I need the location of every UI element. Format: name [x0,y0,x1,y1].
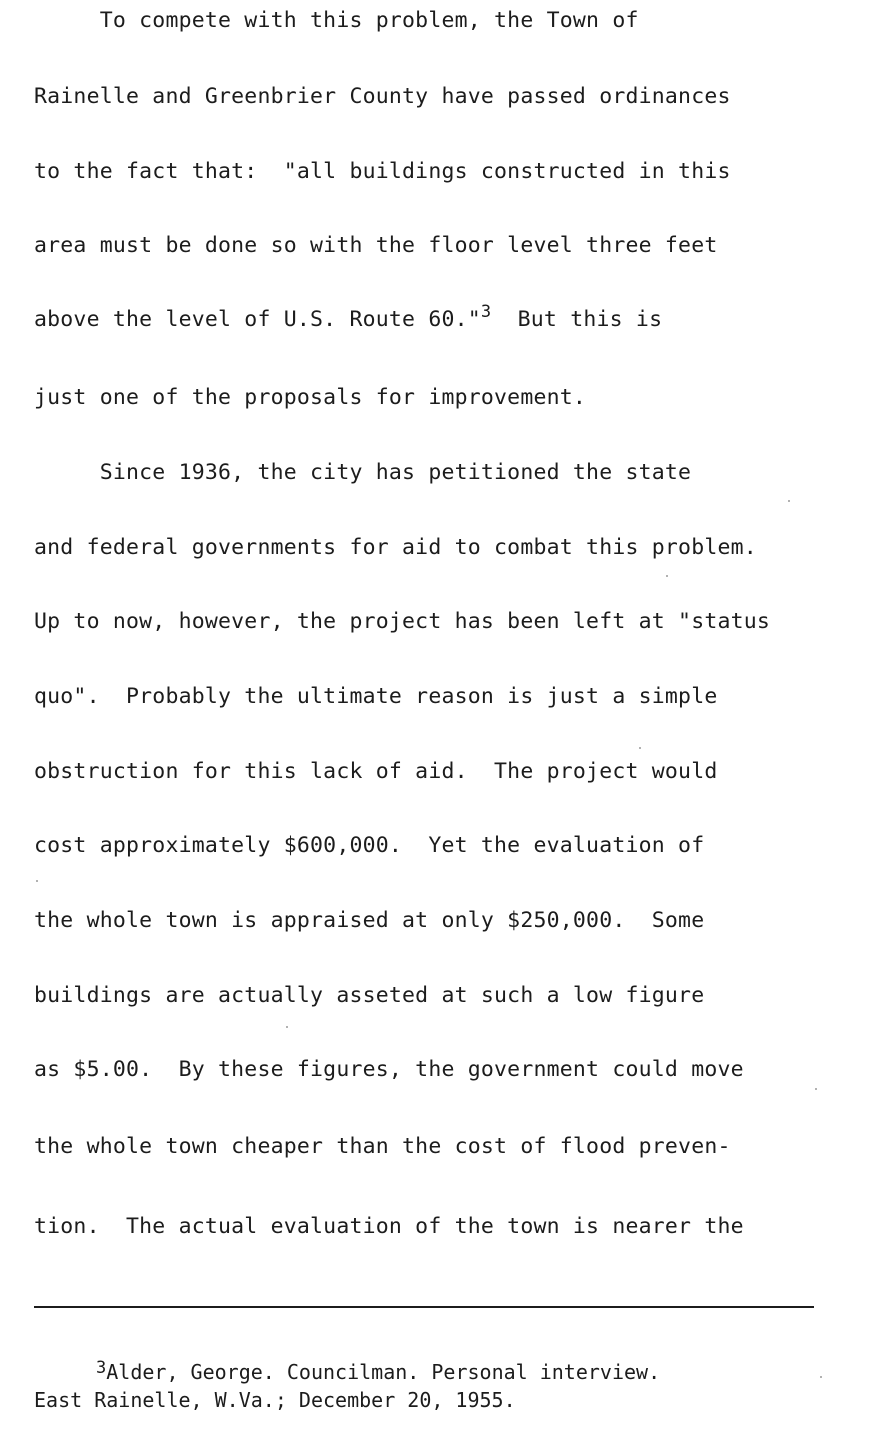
scan-speck [666,575,668,577]
body-line-14: buildings are actually asseted at such a low figure [34,983,705,1008]
body-line-6: just one of the proposals for improvement. [34,385,587,410]
scan-speck [815,1088,817,1090]
body-line-2: Rainelle and Greenbrier County have passed ordinances [34,84,731,109]
footnote-marker: 3 [96,1358,107,1378]
scan-speck [639,747,641,749]
body-line-7: Since 1936, the city has petitioned the state [34,460,692,485]
body-line-9: Up to now, however, the project has been left at "status [34,609,771,634]
body-line-5 [34,302,663,334]
body-line-3: to the fact that: "all buildings constructed in this [34,159,731,184]
body-line-12: cost approximately $600,000. Yet the evaluation of [34,833,705,858]
body-line-15: as $5.00. By these figures, the government could move [34,1057,744,1082]
footnote-line-1 [96,1360,660,1386]
scan-speck [788,500,790,502]
footnote-line-2: East Rainelle, W.Va.; December 20, 1955. [34,1388,516,1412]
body-line-10: quo". Probably the ultimate reason is just a simple [34,684,718,709]
body-line-5-tail: But this is [491,307,663,332]
body-line-4: area must be done so with the floor level three feet [34,233,718,258]
body-line-5-text: above the level of U.S. Route 60." [34,307,481,332]
body-line-17: tion. The actual evaluation of the town is nearer the [34,1214,744,1239]
body-line-1: To compete with this problem, the Town of [34,8,639,33]
footnote-reference: 3 [480,302,492,322]
body-line-16: the whole town cheaper than the cost of flood preven- [34,1134,731,1159]
footnote-line-1-text: Alder, George. Councilman. Personal interview. [106,1360,661,1384]
footnote-divider [34,1306,814,1308]
body-line-11: obstruction for this lack of aid. The project would [34,759,718,784]
scan-speck [820,1376,822,1378]
body-line-8: and federal governments for aid to combat this problem. [34,535,757,560]
scan-speck [286,1026,288,1028]
scan-speck [36,880,38,882]
body-line-13: the whole town is appraised at only $250,000. Some [34,908,705,933]
